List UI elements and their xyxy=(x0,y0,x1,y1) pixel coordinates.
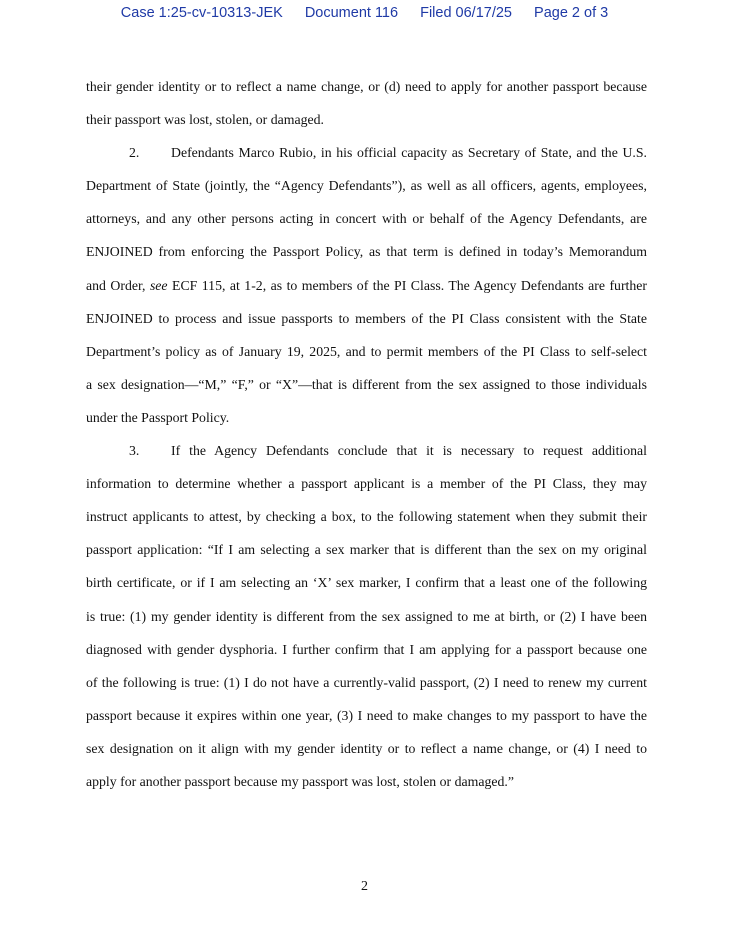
text-line: passport application: “If I am selecting a sex marker that is different than the sex on my original xyxy=(86,542,647,558)
text-line: attorneys, and any other persons acting in concert with or behalf of the Agency Defendants, are xyxy=(86,211,647,227)
paragraph-3 xyxy=(86,434,647,798)
text-line: a sex designation—“M,” “F,” or “X”—that is different from the sex assigned to those individuals xyxy=(86,376,647,392)
text-span: and Order, xyxy=(86,277,146,293)
paragraph-2 xyxy=(86,136,647,434)
text-line: diagnosed with gender dysphoria. I further confirm that I am applying for a passport because one xyxy=(86,641,647,657)
text-span: Defendants Marco Rubio, in his official capacity as Secretary of State, and the U.S. xyxy=(171,145,647,161)
text-line: their gender identity or to reflect a name change, or (d) need to apply for another passport because xyxy=(86,79,647,94)
paragraph-continuation xyxy=(86,70,647,136)
page-indicator: Page 2 of 3 xyxy=(534,5,609,21)
text-line: ENJOINED to process and issue passports to members of the PI Class consistent with the State xyxy=(86,310,647,326)
ecf-header xyxy=(0,5,729,21)
filed-date: Filed 06/17/25 xyxy=(420,5,512,21)
text-line: instruct applicants to attest, by checking a box, to the following statement when they submit their xyxy=(86,509,647,525)
text-line: Department of State (jointly, the “Agency Defendants”), as well as all officers, agents, employees, xyxy=(86,178,647,194)
text-line: their passport was lost, stolen, or damaged. xyxy=(86,112,324,128)
text-line: birth certificate, or if I am selecting an ‘X’ sex marker, I confirm that a least one of the following xyxy=(86,575,647,591)
citation-signal: see xyxy=(149,277,168,293)
page-number: 2 xyxy=(361,879,368,894)
text-line: is true: (1) my gender identity is different from the sex assigned to me at birth, or (2) I have been xyxy=(86,608,647,624)
text-line: information to determine whether a passport applicant is a member of the PI Class, they may xyxy=(86,476,647,492)
document-body xyxy=(86,70,647,798)
text-line: ENJOINED from enforcing the Passport Policy, as that term is defined in today’s Memorandum xyxy=(86,244,647,260)
text-line: apply for another passport because my passport was lost, stolen or damaged.” xyxy=(86,773,514,789)
text-line: passport because it expires within one year, (3) I need to make changes to my passport to have the xyxy=(86,707,647,723)
text-span: ECF 115, at 1-2, as to members of the PI Class. The Agency Defendants are further xyxy=(172,277,647,293)
paragraph-number: 3. xyxy=(129,443,140,459)
document-number: Document 116 xyxy=(304,5,399,21)
case-number: Case 1:25-cv-10313-JEK xyxy=(120,5,283,21)
text-span: If the Agency Defendants conclude that it is necessary to request additional xyxy=(171,443,647,459)
paragraph-number: 2. xyxy=(129,145,140,161)
text-line xyxy=(86,434,647,467)
text-line: under the Passport Policy. xyxy=(86,409,230,425)
text-line xyxy=(86,136,647,169)
text-line: sex designation on it align with my gender identity or to reflect a name change, or (4) I need to xyxy=(86,740,647,756)
text-line: Department’s policy as of January 19, 2025, and to permit members of the PI Class to self-select xyxy=(86,343,647,359)
text-line: of the following is true: (1) I do not have a currently-valid passport, (2) I need to renew my current xyxy=(86,674,647,690)
text-line xyxy=(86,269,647,302)
